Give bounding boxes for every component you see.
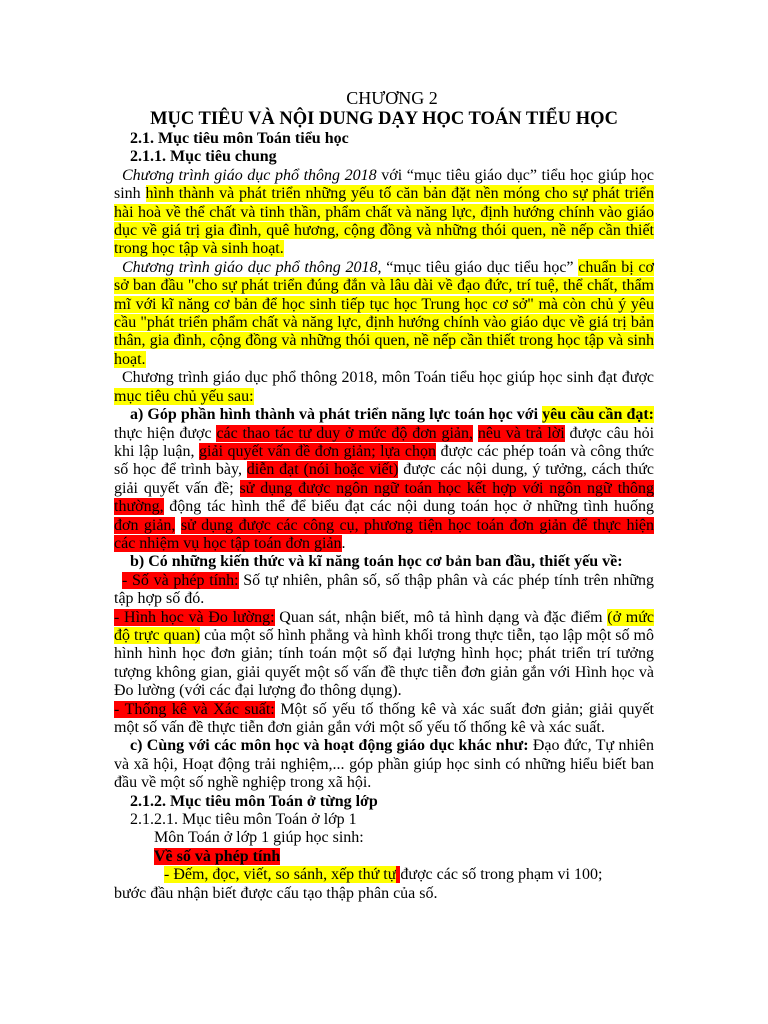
bold-text: c) Cùng với các môn học và hoạt động giáo dục khác như: bbox=[130, 737, 529, 755]
red-highlight: đơn giản, bbox=[114, 516, 176, 534]
red-highlight: - Số và phép tính: bbox=[122, 571, 239, 589]
yellow-highlight: mục tiêu chủ yếu sau: bbox=[114, 387, 254, 405]
section-heading-2-1-2: 2.1.2. Mục tiêu môn Toán ở từng lớp bbox=[130, 792, 378, 810]
item-geometry bbox=[114, 609, 654, 701]
italic-text: Chương trình giáo dục phổ thông 2018 bbox=[122, 166, 377, 184]
text-run: Đạo đức, Tự nhiên và xã hội, Hoạt động trải nghiệm,... góp phần giúp học sinh có những hiểu biết ban đầu về một số nghề nghiệp trong xã hội. bbox=[114, 737, 654, 792]
item-numbers bbox=[114, 572, 654, 609]
text-run: được các nội dung, ý tưởng, cách thức giải quyết vấn đề; bbox=[114, 461, 655, 497]
italic-text: Chương trình giáo dục phổ thông 2018 bbox=[122, 258, 378, 276]
section-heading-2-1: 2.1. Mục tiêu môn Toán tiểu học bbox=[130, 130, 349, 147]
red-highlight: sử dụng được các công cụ, phương tiện học toán đơn giản để thực hiện các nhiệm vụ học tập toán đơn giản bbox=[114, 516, 654, 552]
red-highlight: các thao tác tư duy ở mức độ đơn giản, bbox=[216, 424, 474, 442]
text-run: . bbox=[341, 534, 346, 552]
text-run: được các phép toán và công thức số học để trình bày, bbox=[114, 442, 655, 479]
paragraph-a bbox=[114, 406, 654, 553]
text-run: động tác hình thể để biểu đạt các nội dung toán học ở những tình huống bbox=[163, 498, 654, 516]
red-highlight: nêu và trả lời bbox=[477, 424, 565, 442]
grade1-item-continued: bước đầu nhận biết được cấu tạo thập phân của số. bbox=[114, 884, 438, 902]
bold-text: a) Góp phần hình thành và phát triển năng lực toán học với bbox=[130, 406, 543, 424]
chapter-heading: CHƯƠNG 2 bbox=[346, 88, 438, 108]
text-run: Chương trình giáo dục phổ thông 2018, môn Toán tiểu học giúp học sinh đạt được bbox=[122, 369, 654, 387]
yellow-highlight: yêu cầu cần đạt: bbox=[542, 406, 654, 424]
yellow-highlight: - Đếm, đọc, viết, so sánh, xếp thứ tự bbox=[164, 866, 397, 884]
text-run: của một số hình phẳng và hình khối trong thực tiễn, tạo lập một số mô hình hình học đơn giản; tính toán một số đại lượng hình học; phát triển trí tưởng tượng không gian, giải quyết một số vấn đề thực tiễn đơn giản gắn với Hình học và Đo lường (với các đại lượng đo thông dụng). bbox=[114, 626, 655, 700]
text-run: Một số yếu tố thống kê và xác suất đơn giản; giải quyết một số vấn đề thực tiễn đơn giản gắn với một số yếu tố thống kê và xác suất. bbox=[114, 700, 655, 736]
text-run: với “mục tiêu giáo dục” tiểu học giúp học sinh bbox=[114, 166, 655, 203]
red-highlight: sử dụng được ngôn ngữ toán học kết hợp với ngôn ngữ thông thường, bbox=[114, 479, 655, 516]
red-highlight: Về số và phép tính bbox=[154, 847, 281, 865]
paragraph-2 bbox=[114, 259, 654, 369]
text-run: được câu hỏi khi lập luận, bbox=[114, 424, 655, 460]
section-heading-2-1-1: 2.1.1. Mục tiêu chung bbox=[130, 148, 277, 166]
chapter-title: MỤC TIÊU VÀ NỘI DUNG DẠY HỌC TOÁN TIỂU HỌC bbox=[150, 109, 618, 129]
bold-text: b) Có những kiến thức và kĩ năng toán học cơ bản ban đầu, thiết yếu về: bbox=[130, 553, 623, 571]
red-highlight: - Hình học và Đo lường: bbox=[114, 608, 275, 626]
text-run: thực hiện được bbox=[114, 424, 217, 442]
grade1-item bbox=[114, 866, 654, 884]
yellow-highlight: hình thành và phát triển những yếu tố căn bản đặt nền móng cho sự phát triển hài hoà về thể chất và tinh thần, phẩm chất và năng lực, định hướng chính vào giáo dục về giá trị gia đình, quê hương, cộng đồng và những thói quen, nề nếp cần thiết trong học tập và sinh hoạt. bbox=[114, 185, 655, 258]
red-highlight: giải quyết vấn đề đơn giản; lựa chọn bbox=[199, 442, 436, 460]
red-highlight: - Thống kê và Xác suất: bbox=[114, 700, 275, 718]
grade1-heading bbox=[114, 848, 654, 866]
yellow-highlight: chuẩn bị cơ sở ban đầu "cho sự phát triển đúng đắn và lâu dài về đạo đức, trí tuệ, thể chất, thẩm mĩ với kĩ năng cơ bản để học sinh tiếp tục học Trung học cơ sở" mà còn chủ ý yêu cầu "phát triển phẩm chất và năng lực, định hướng chính vào giáo dục về giá trị bản thân, gia đình, cộng đồng và những thói quen, nề nếp cần thiết trong học tập và sinh hoạt. bbox=[114, 258, 654, 368]
paragraph-3 bbox=[114, 369, 654, 406]
document-body bbox=[114, 130, 654, 903]
paragraph-b bbox=[114, 553, 654, 571]
text-run: Quan sát, nhận biết, mô tả hình dạng và đặc điểm bbox=[274, 608, 608, 626]
paragraph-1 bbox=[114, 167, 654, 259]
yellow-highlight: (ở mức độ trực quan) bbox=[114, 608, 654, 644]
red-highlight: diễn đạt (nói hoặc viết) bbox=[246, 461, 399, 479]
text-run: Số tự nhiên, phân số, số thập phân và các phép tính trên những tập hợp số đó. bbox=[114, 571, 654, 608]
grade1-intro: Môn Toán ở lớp 1 giúp học sinh: bbox=[154, 829, 364, 847]
section-heading-2-1-2-1: 2.1.2.1. Mục tiêu môn Toán ở lớp 1 bbox=[130, 811, 357, 829]
text-run: , “mục tiêu giáo dục tiểu học” bbox=[377, 258, 579, 276]
paragraph-c bbox=[114, 737, 654, 792]
item-statistics bbox=[114, 701, 654, 738]
text-run: được các số trong phạm vi 100; bbox=[400, 866, 603, 884]
